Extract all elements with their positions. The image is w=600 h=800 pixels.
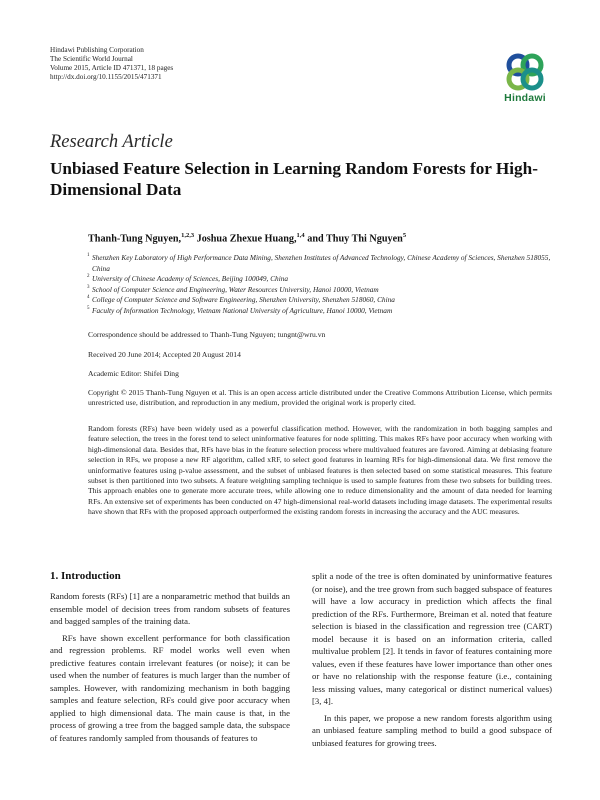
hindawi-logo-text: Hindawi bbox=[504, 92, 546, 104]
author-list bbox=[88, 232, 406, 244]
affiliation-item bbox=[88, 295, 558, 306]
volume-info: Volume 2015, Article ID 471371, 18 pages bbox=[50, 64, 174, 72]
affiliation-text: School of Computer Science and Engineering, Water Resources University, Hanoi 10000, Vietnam bbox=[92, 284, 379, 294]
body-paragraph: split a node of the tree is often dominated by uninformative features (or noise), and the tree grown from such bagged subspace of features will have a low accuracy in prediction which affects the final prediction of the RFs. Furthermore, Breiman et al. noted that feature selection is biased in the classification and regression tree (CART) model because it is based on an information criteria, called multivalue problem [2]. It tends in favor of features containing more values, even if these features have lower importance than other ones or have no relationship with the response feature (i.e., containing less missing values, many categorical or distinct numerical values) [3, 4]. bbox=[312, 571, 552, 706]
affiliation-item bbox=[88, 253, 558, 274]
affiliation-text: Faculty of Information Technology, Vietnam National University of Agriculture, Hanoi 10000, Vietnam bbox=[92, 305, 393, 315]
section-heading-introduction: 1. Introduction bbox=[50, 570, 121, 582]
affiliation-text: Shenzhen Key Laboratory of High Performance Data Mining, Shenzhen Institutes of Advanced Technology, Chinese Academy of Sciences, Shenzhen 518055, China bbox=[92, 253, 551, 273]
academic-editor: Academic Editor: Shifei Ding bbox=[88, 369, 179, 378]
affiliation-sup: 4 bbox=[87, 295, 90, 301]
affiliation-text: College of Computer Science and Software Engineering, Shenzhen University, Shenzhen 518060, China bbox=[92, 295, 395, 305]
body-column-left bbox=[50, 590, 290, 744]
affiliation-sup: 1 bbox=[87, 253, 90, 258]
author-affil-sup: 1,4 bbox=[296, 232, 305, 239]
abstract-text: Random forests (RFs) have been widely used as a powerful classification method. However, with the randomization in both bagging samples and feature selection, the trees in the forest tend to select uninformative features for node splitting. This makes RFs have poor accuracy when working with high-dimensional data. Besides that, RFs have bias in the feature selection process where multivalued features are favored. Aiming at debiasing feature selection in RFs, we propose a new RF algorithm, called xRF, to select good features in learning RFs for high-dimensional data. We first remove the uninformative features using p-value assessment, and the subset of unbiased features is then selected based on some statistical measures. This feature subset is then partitioned into two subsets. A feature weighting sampling technique is used to sample features from these two subsets for building trees. This approach enables one to generate more accurate trees, while allowing one to reduce dimensionality and the amount of data needed for learning RFs. An extensive set of experiments has been conducted on 47 high-dimensional real-world datasets including image datasets. The experimental results have shown that RFs with the proposed approach outperformed the existing random forests in increasing the accuracy and the AUC measures. bbox=[88, 424, 552, 517]
affiliation-list bbox=[88, 253, 558, 317]
affiliation-sup: 3 bbox=[87, 284, 90, 290]
received-dates: Received 20 June 2014; Accepted 20 August 2014 bbox=[88, 350, 241, 359]
author-affil-sup: 1,2,3 bbox=[181, 232, 195, 239]
journal-masthead bbox=[50, 46, 173, 82]
affiliation-sup: 5 bbox=[87, 305, 90, 311]
body-paragraph: RFs have shown excellent performance for both classification and regression problems. RF model works well even when predictive features contain irrelevant features (or noise); it can be used when the number of features is much larger than the number of samples. However, with randomizing mechanism in both bagging samples and feature selection, RFs could give poor accuracy when applied to high dimensional data. The main cause is that, in the process of growing a tree from the bagged sample data, the subspace of features randomly sampled from thousands of features to bbox=[50, 632, 290, 743]
author-name: Thanh-Tung Nguyen, bbox=[88, 233, 182, 245]
paper-title: Unbiased Feature Selection in Learning Random Forests for High-Dimensional Data bbox=[50, 159, 538, 199]
author-affil-sup: 5 bbox=[402, 232, 407, 239]
affiliation-item bbox=[88, 306, 558, 317]
doi-link[interactable]: http://dx.doi.org/10.1155/2015/471371 bbox=[50, 73, 162, 81]
affiliation-text: University of Chinese Academy of Sciences, Beijing 100049, China bbox=[92, 274, 289, 284]
body-column-right bbox=[312, 570, 552, 749]
author-name: Joshua Zhexue Huang, bbox=[194, 233, 297, 245]
affiliation-item bbox=[88, 274, 558, 285]
body-paragraph: In this paper, we propose a new random forests algorithm using an unbiased feature sampling method to build a good subspace of unbiased features for growing trees. bbox=[312, 712, 552, 748]
journal-name: The Scientific World Journal bbox=[50, 55, 133, 63]
correspondence-note: Correspondence should be addressed to Thanh-Tung Nguyen; tungnt@wru.vn bbox=[88, 330, 326, 339]
affiliation-item bbox=[88, 285, 558, 296]
author-name: and Thuy Thi Nguyen bbox=[304, 233, 403, 245]
body-paragraph: Random forests (RFs) [1] are a nonparametric method that builds an ensemble model of decision trees from random subsets of features and bagged samples of the training data. bbox=[50, 591, 290, 626]
article-type: Research Article bbox=[50, 132, 173, 152]
affiliation-sup: 2 bbox=[87, 274, 90, 280]
copyright-notice: Copyright © 2015 Thanh-Tung Nguyen et al. This is an open access article distributed under the Creative Commons Attribution License, which permits unrestricted use, distribution, and reproduction in any medium, provided the original work is properly cited. bbox=[88, 388, 552, 408]
publisher-name: Hindawi Publishing Corporation bbox=[50, 46, 144, 54]
